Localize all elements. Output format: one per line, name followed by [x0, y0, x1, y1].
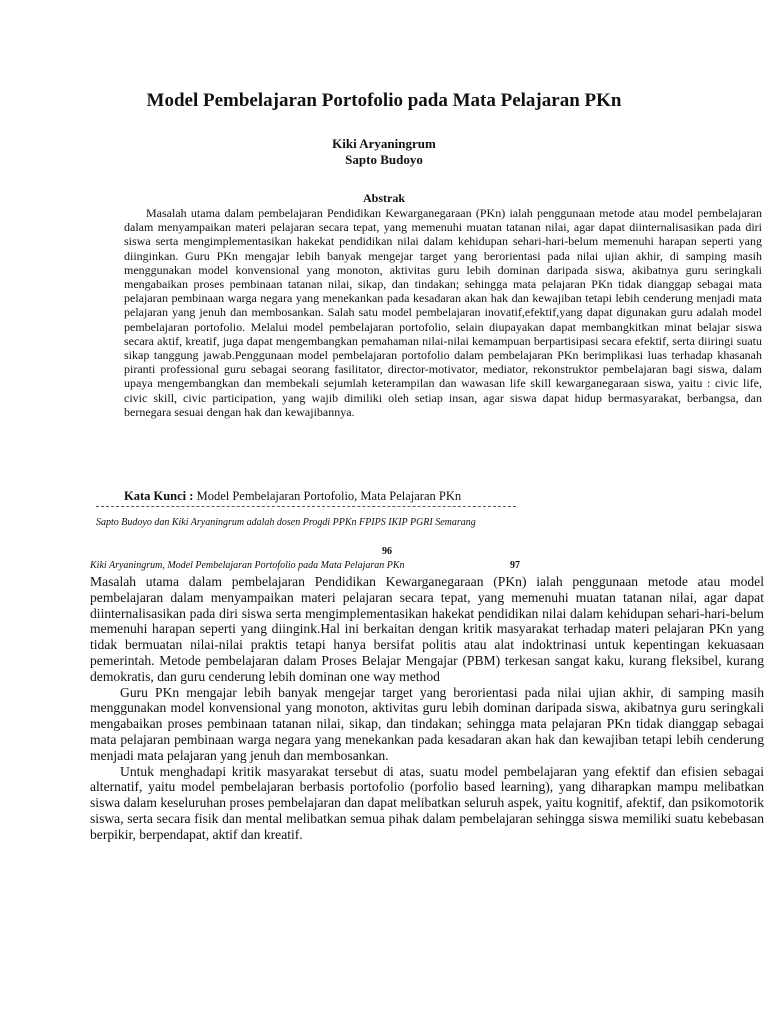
page-number-right: 97 — [510, 560, 520, 571]
abstract-heading: Abstrak — [362, 191, 405, 205]
page-number-left: 96 — [382, 546, 392, 557]
keywords-line — [124, 489, 764, 504]
body-paragraph: Guru PKn mengajar lebih banyak mengejar target yang berorientasi pada nilai ujian akhir, di samping masih menggunakan model konvensional yang monoton, aktivitas guru lebih dominan daripada siswa, akibatnya guru seringkali mengabaikan proses pembinaan tatanan nilai, sikap, dan tindakan; sehingga mata pelajaran PKn tidak dianggap sebagai mata pelajaran pembinaan warga negara yang menekankan pada kesadaran akan hak dan kewajiban tetapi lebih cenderung menjadi mata pelajaran yang jenuh dan membosankan. — [90, 684, 764, 763]
author-list — [0, 136, 768, 168]
footnote: Sapto Budoyo dan Kiki Aryaningrum adalah dosen Progdi PPKn FPIPS IKIP PGRI Semarang — [96, 517, 476, 528]
body-paragraph: Masalah utama dalam pembelajaran Pendidikan Kewarganegaraan (PKn) ialah penggunaan metode atau model pembelajaran dalam menyampaikan materi pelajaran secara tepat, yang memenuhi muatan tatanan nilai, agar dapat diinternalisasikan pada diri siswa serta mengimplementasikan hakekat pendidikan nilai dalam kehidupan sehari-hari-belum memenuhi harapan seperti yang diingink.Hal ini berkaitan dengan kritik masyarakat terhadap materi pelajaran PKn yang tidak bermuatan nilai-nilai praktis tetapi hanya bersifat politis atau alat indoktrinasi untuk kepentingan kekuasaan pemerintah. Metode pembelajaran dalam Proses Belajar Mengajar (PBM) terkesan sangat kaku, kurang fleksibel, kurang demokratis, dan guru cenderung lebih dominan one way method — [90, 574, 764, 684]
running-header: Kiki Aryaningrum, Model Pembelajaran Portofolio pada Mata Pelajaran PKn — [90, 560, 405, 571]
keywords-label: Kata Kunci : — [124, 489, 194, 503]
body-text — [90, 574, 764, 843]
keywords-value: Model Pembelajaran Portofolio, Mata Pelajaran PKn — [193, 489, 462, 503]
footnote-divider — [96, 506, 516, 507]
body-paragraph: Untuk menghadapi kritik masyarakat tersebut di atas, suatu model pembelajaran yang efektif dan efisien sebagai alternatif, yaitu model pembelajaran berbasis portofolio (porfolio based learning), yang diharapkan mampu melibatkan siswa dalam keseluruhan proses pembelajaran dan dapat melibatkan seluruh aspek, yaitu kognitif, afektif, dan psikomotorik siswa, serta secara fisik dan mental melibatkan semua pihak dalam pembelajaran sehingga siswa memiliki suatu kebebasan berpikir, berpendapat, aktif dan kreatif. — [90, 763, 764, 842]
author-name: Kiki Aryaningrum — [332, 136, 436, 151]
abstract-text: Masalah utama dalam pembelajaran Pendidikan Kewarganegaraan (PKn) ialah penggunaan metode atau model pembelajaran dalam menyampaikan materi pelajaran secara tepat, yang memenuhi muatan tatanan nilai, agar dapat diinternalisasikan pada diri siswa serta mengimplementasikan hakekat pendidikan nilai dalam kehidupan sehari-hari-belum memenuhi harapan seperti yang diinginkan. Guru PKn mengajar lebih banyak mengejar target yang berorientasi pada nilai ujian akhir, di samping masih menggunakan model konvensional yang monoton, aktivitas guru lebih dominan daripada siswa, akibatnya guru seringkali mengabaikan proses pembinaan tatanan nilai, sikap, dan tindakan; sehingga mata pelajaran PKn tidak dianggap sebagai mata pelajaran pembinaan warga negara yang menekankan pada kesadaran akan hak dan kewajiban tetapi lebih cenderung menjadi mata pelajaran yang jenuh dan membosankan. Salah satu model pembelajaran inovatif,efektif,yang dapat digunakan guru adalah model pembelajaran portofolio. Melalui model pembelajaran portofolio, selain diupayakan dapat membangkitkan minat belajar siswa secara aktif, kreatif, juga dapat mengembangkan pemahaman nilai-nilai kemampuan berpartisipasi secara efektif, serta diiringi suatu sikap tanggung jawab.Penggunaan model pembelajaran portofolio dalam pembelajaran PKn berimplikasi luas terhadap khasanah piranti professional guru sebagai seorang fasilitator, director-motivator, mediator, rekonstruktor pembelajaran bagi siswa, dalam upaya mengembangkan dan membekali sejumlah keterampilan dan wawasan life skill kewarganegaraan siswa, yaitu : civic life, civic skill, civic participation, yang wajib dimiliki oleh setiap insan, agar siswa dapat hidup bermasyarakat, berbangsa, dan bernegara sesuai dengan hak dan kewajibannya. — [124, 206, 762, 419]
page-title: Model Pembelajaran Portofolio pada Mata Pelajaran PKn — [146, 90, 622, 111]
author-name: Sapto Budoyo — [345, 152, 423, 167]
